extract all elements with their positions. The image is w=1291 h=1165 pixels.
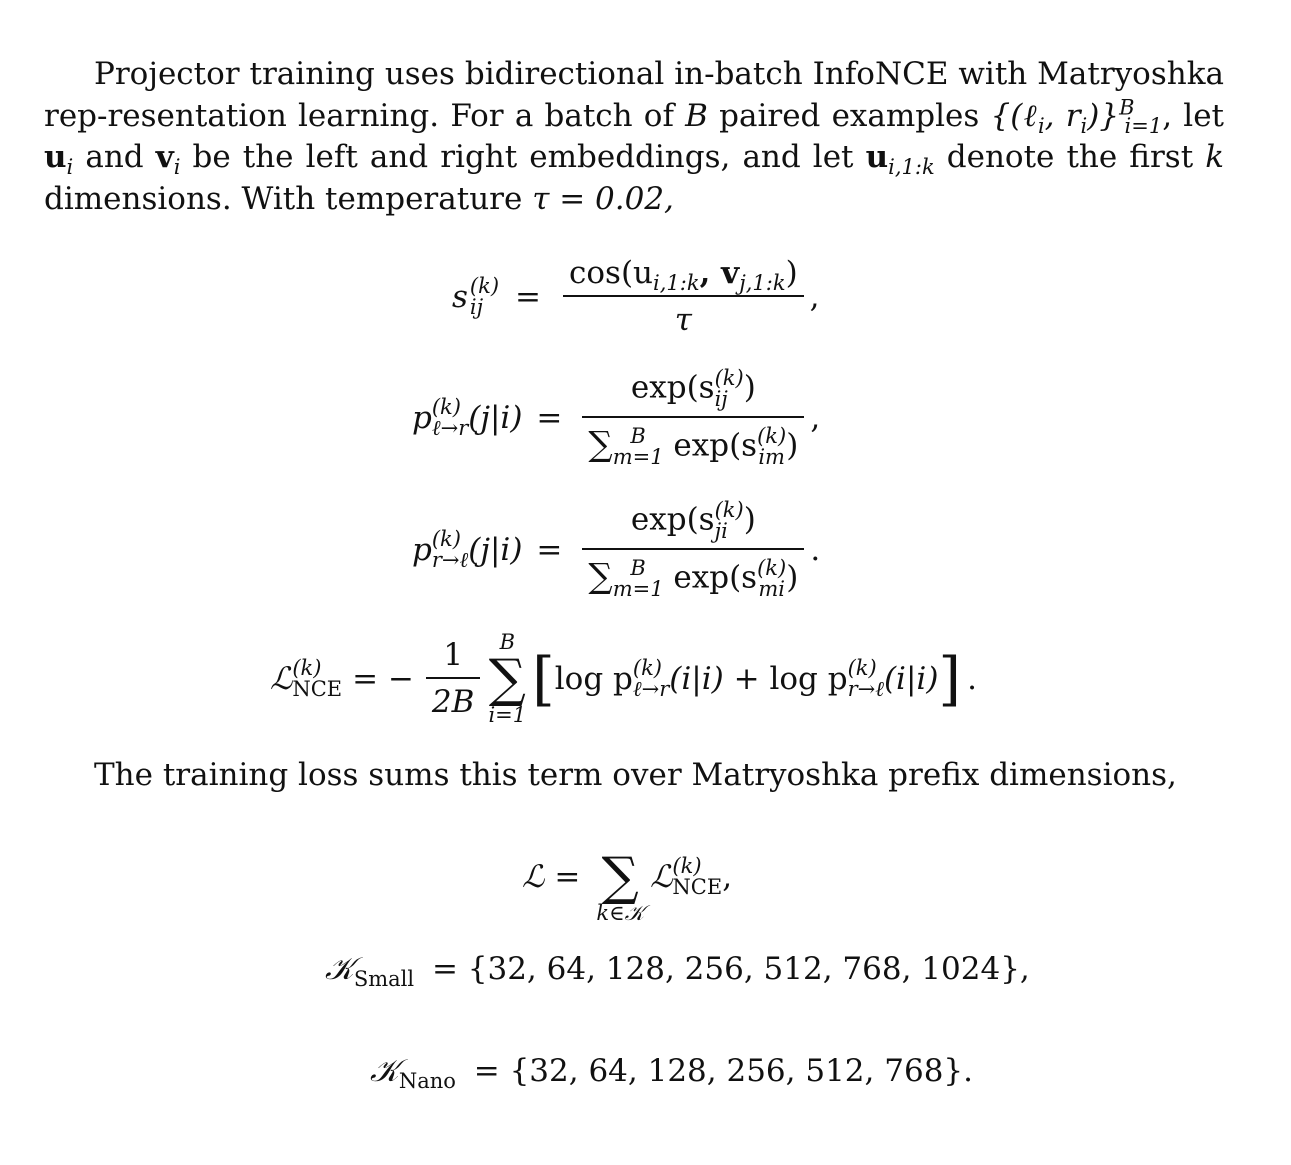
similarity-equation: s (k) ij = $\frac{\cos(u_{i,1:k}, v_{j,1:k})}{\tau}$ , — [452, 255, 820, 338]
pair-set-expression: {(ℓ$_i$, $r_i)\}^B_{i=1}$ — [990, 95, 1163, 138]
var-batch-size: B — [685, 97, 708, 134]
text-segment: and — [73, 139, 156, 175]
text-segment: be the left and right embeddings, and let — [180, 139, 866, 175]
text-segment: Projector training uses bidirectional in-batch InfoNCE with Matryoshka rep-resentation learning. For a batch of — [44, 56, 1224, 134]
var-prefix-embedding: u — [865, 139, 889, 175]
training-loss-paragraph: The training loss sums this term over Matryoshka prefix dimensions, — [94, 757, 1177, 793]
p-left-to-right-equation: p (k) ℓ→r (j|i) = exp(s (k) ij ) ∑ B m=1 exp(s (k) im ) , — [412, 366, 821, 469]
intro-paragraph: Projector training uses bidirectional in-batch InfoNCE with Matryoshka rep-resentation learning. For a batch of B paired examples {(ℓ$_i$, $r_i)\}^B_{i=1}$, let $u_i$ and $v_i$ be the left and right embeddings, and let $u_{i,1:k}$ denote the first k dimensions. With temperature τ = 0.02, — [44, 56, 1225, 217]
k-nano-equation: 𝒦$_{Nano}$ = {32, 64, 128, 256, 512, 768}. — [370, 1053, 973, 1094]
var-left-embedding: u — [44, 139, 67, 175]
var-k: k — [1205, 139, 1225, 175]
similarity-fraction: $\frac{\cos(u_{i,1:k}, v_{j,1:k})}{\tau}$ — [563, 258, 804, 336]
text-segment: denote the first — [934, 139, 1206, 175]
total-loss-equation: ℒ = ∑ k∈𝒦 ℒ (k) NCE , — [522, 830, 732, 924]
summation-symbol: B ∑ i=1 — [488, 630, 527, 727]
k-small-equation: 𝒦$_{Small}$ = {32, 64, 128, 256, 512, 768, 1024}, — [325, 951, 1030, 992]
nce-loss-equation: ℒ (k) NCE = − $\frac{1}{2B}$ B ∑ i=1 [ log p (k) ℓ→r (i|i) + log p (k) r→ℓ (i|i) ] . — [270, 630, 977, 727]
text-segment: dimensions. With temperature — [44, 180, 533, 217]
p-right-fraction: exp(s (k) ji ) ∑ B m=1 exp(s (k) mi ) — [582, 500, 804, 600]
temperature-value: τ = 0.02, — [532, 180, 674, 217]
p-right-to-left-equation: p (k) r→ℓ (j|i) = exp(s (k) ji ) ∑ B m=1 exp(s (k) mi ) . — [412, 498, 821, 601]
text-segment: paired examples — [707, 97, 991, 134]
summation-symbol: ∑ k∈𝒦 — [596, 847, 645, 925]
var-right-embedding: v — [155, 139, 174, 175]
p-left-fraction: exp(s (k) ij ) ∑ B m=1 exp(s (k) im ) — [582, 368, 804, 468]
text-segment: , let — [1162, 97, 1224, 134]
